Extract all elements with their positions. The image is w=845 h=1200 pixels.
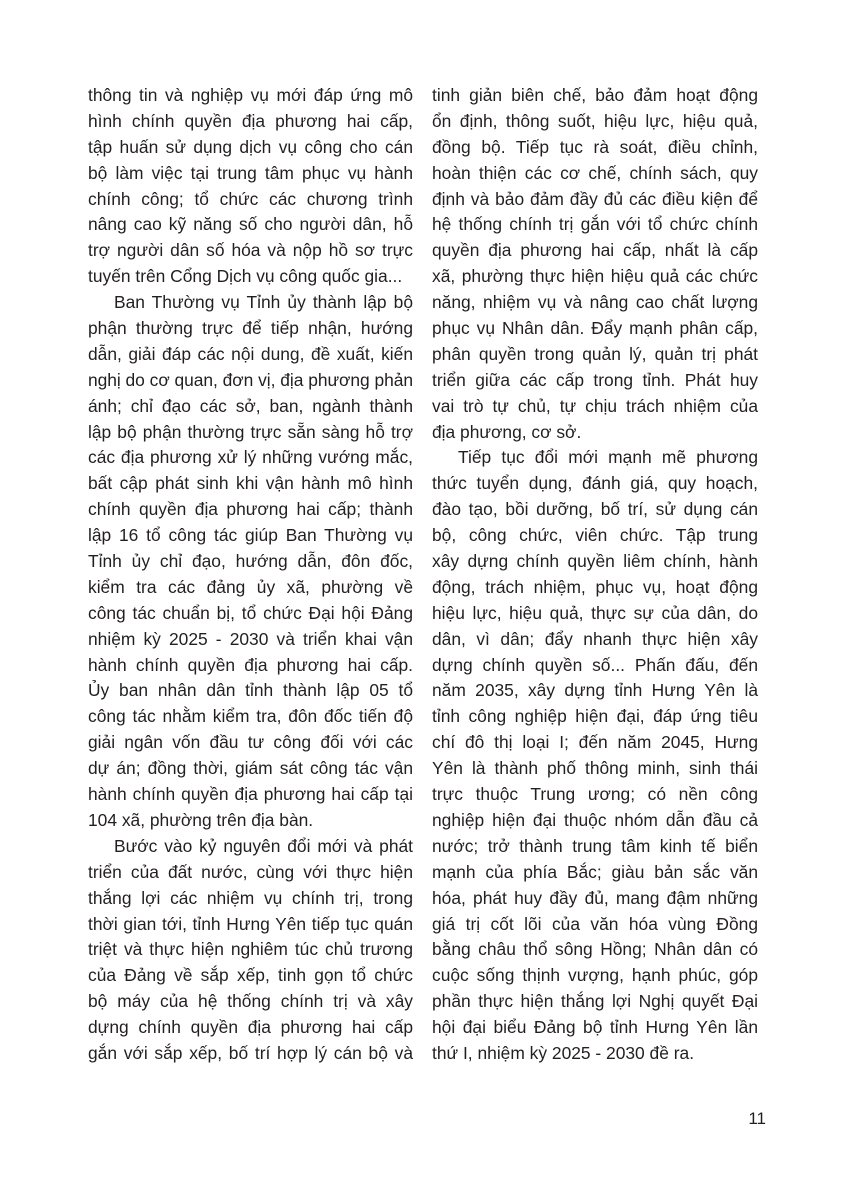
text-line: Yên là thành phố thông minh, sinh thái	[432, 758, 758, 779]
text-line: định và bảo đảm đầy đủ các điều kiện để	[432, 188, 758, 209]
text-line: phận thường trực để tiếp nhận, hướng	[88, 318, 413, 339]
text-line: tỉnh công nghiệp hiện đại, đáp ứng tiêu	[432, 706, 758, 727]
text-line: thời gian tới, tỉnh Hưng Yên tiếp tục quán	[88, 913, 413, 934]
text-line: hoàn thiện các cơ chế, chính sách, quy	[432, 162, 758, 183]
text-line: triển giữa các cấp trong tỉnh. Phát huy	[432, 369, 758, 390]
text-line: trực thuộc Trung ương; có nền công	[432, 784, 758, 805]
text-line: nghị do cơ quan, đơn vị, địa phương phản	[88, 369, 413, 390]
text-line: phục vụ Nhân dân. Đẩy mạnh phân cấp,	[432, 318, 758, 339]
text-line: dự án; đồng thời, giám sát công tác vận	[88, 758, 413, 779]
text-line: mạnh của phía Bắc; giàu bản sắc văn	[432, 861, 758, 882]
text-line: dựng chính quyền số... Phấn đấu, đến	[432, 654, 758, 675]
right-column	[432, 83, 758, 1067]
text-line: cuộc sống thịnh vượng, hạnh phúc, góp	[432, 965, 758, 986]
text-line: tuyến trên Cổng Dịch vụ công quốc gia...	[88, 266, 403, 287]
text-line: triệt và thực hiện nghiêm túc chủ trương	[88, 939, 413, 960]
text-line: hành chính quyền địa phương hai cấp.	[88, 654, 413, 675]
text-line: Bước vào kỷ nguyên đổi mới và phát	[114, 835, 413, 856]
text-line: nghiệp hiện đại thuộc nhóm dẫn đầu cả	[432, 809, 758, 830]
text-line: địa phương, cơ sở.	[432, 421, 582, 442]
text-line: của Đảng về sắp xếp, tinh gọn tổ chức	[88, 965, 413, 986]
text-line: thắng lợi các nhiệm vụ chính trị, trong	[88, 887, 413, 908]
text-line: các địa phương xử lý những vướng mắc,	[88, 447, 413, 468]
text-line: bộ làm việc tại trung tâm phục vụ hành	[88, 162, 413, 183]
text-line: ổn định, thông suốt, hiệu lực, hiệu quả,	[432, 110, 758, 131]
text-line: hội đại biểu Đảng bộ tỉnh Hưng Yên lần	[432, 1017, 758, 1038]
text-line: quyền địa phương hai cấp, nhất là cấp	[432, 240, 758, 261]
text-line: năng, nhiệm vụ và nâng cao chất lượng	[432, 292, 758, 313]
text-line: năm 2035, xây dựng tỉnh Hưng Yên là	[432, 680, 758, 701]
text-line: phân quyền trong quản lý, quản trị phát	[432, 343, 758, 364]
text-line: công tác nhằm kiểm tra, đôn đốc tiến độ	[88, 706, 413, 727]
text-line: dân, vì dân; đẩy nhanh thực hiện xây	[432, 628, 758, 649]
text-line: công tác chuẩn bị, tổ chức Đại hội Đảng	[88, 602, 413, 623]
text-line: lập bộ phận thường trực sẵn sàng hỗ trợ	[88, 421, 413, 442]
text-line: Tỉnh ủy chỉ đạo, hướng dẫn, đôn đốc,	[88, 551, 413, 572]
text-line: phần thực hiện thắng lợi Nghị quyết Đại	[432, 991, 758, 1012]
text-line: bất cập phát sinh khi vận hành mô hình	[88, 473, 413, 494]
text-line: ánh; chỉ đạo các sở, ban, ngành thành	[88, 395, 413, 416]
text-line: đào tạo, bồi dưỡng, bố trí, sử dụng cán	[432, 499, 758, 520]
text-line: bằng châu thổ sông Hồng; Nhân dân có	[432, 939, 758, 960]
text-line: giải ngân vốn đầu tư công đối với các	[88, 732, 413, 753]
text-line: động, trách nhiệm, phục vụ, hoạt động	[432, 576, 758, 597]
text-line: dựng chính quyền địa phương hai cấp	[88, 1017, 413, 1038]
left-column	[88, 83, 413, 1067]
text-line: triển của đất nước, cùng với thực hiện	[88, 861, 413, 882]
text-line: nâng cao kỹ năng số cho người dân, hỗ	[88, 214, 413, 235]
text-line: thức tuyển dụng, đánh giá, quy hoạch,	[432, 473, 758, 494]
text-line: Ban Thường vụ Tỉnh ủy thành lập bộ	[114, 292, 413, 313]
text-line: bộ máy của hệ thống chính trị và xây	[88, 991, 413, 1012]
text-line: xã, phường thực hiện hiệu quả các chức	[432, 266, 758, 287]
text-line: tinh giản biên chế, bảo đảm hoạt động	[432, 85, 758, 105]
text-line: nhiệm kỳ 2025 - 2030 và triển khai vận	[88, 628, 413, 649]
text-line: xây dựng chính quyền liêm chính, hành	[432, 551, 758, 572]
text-line: trợ người dân số hóa và nộp hồ sơ trực	[88, 240, 413, 261]
text-line: nước; trở thành trung tâm kinh tế biển	[432, 835, 758, 856]
text-line: chính công; tổ chức các chương trình	[88, 188, 413, 209]
text-line: hành chính quyền địa phương hai cấp tại	[88, 784, 413, 805]
text-line: 104 xã, phường trên địa bàn.	[88, 809, 314, 830]
text-line: kiểm tra các đảng ủy xã, phường về	[88, 576, 413, 597]
text-line: thông tin và nghiệp vụ mới đáp ứng mô	[88, 85, 413, 105]
text-line: gắn với sắp xếp, bố trí hợp lý cán bộ và	[88, 1042, 413, 1063]
text-line: lập 16 tổ công tác giúp Ban Thường vụ	[88, 525, 413, 546]
text-line: giá trị cốt lõi của văn hóa vùng Đồng	[432, 913, 758, 934]
text-line: dẫn, giải đáp các nội dung, đề xuất, kiến	[88, 343, 413, 364]
text-line: chí đô thị loại I; đến năm 2045, Hưng	[432, 732, 758, 753]
text-line: vai trò tự chủ, tự chịu trách nhiệm của	[432, 395, 758, 416]
text-line: bộ, công chức, viên chức. Tập trung	[432, 525, 758, 546]
text-line: chính quyền địa phương hai cấp; thành	[88, 499, 413, 520]
text-line: Ủy ban nhân dân tỉnh thành lập 05 tổ	[88, 680, 413, 701]
text-line: hiệu lực, hiệu quả, thực sự của dân, do	[432, 602, 758, 623]
page-number: 11	[748, 1109, 766, 1128]
text-line: Tiếp tục đổi mới mạnh mẽ phương	[458, 447, 758, 468]
text-line: đồng bộ. Tiếp tục rà soát, điều chỉnh,	[432, 136, 758, 157]
text-line: hệ thống chính trị gắn với tổ chức chính	[432, 214, 758, 235]
text-line: tập huấn sử dụng dịch vụ công cho cán	[88, 136, 413, 157]
text-line: hóa, phát huy đầy đủ, mang đậm những	[432, 887, 758, 908]
text-line: thứ I, nhiệm kỳ 2025 - 2030 đề ra.	[432, 1042, 695, 1063]
text-line: hình chính quyền địa phương hai cấp,	[88, 110, 413, 131]
